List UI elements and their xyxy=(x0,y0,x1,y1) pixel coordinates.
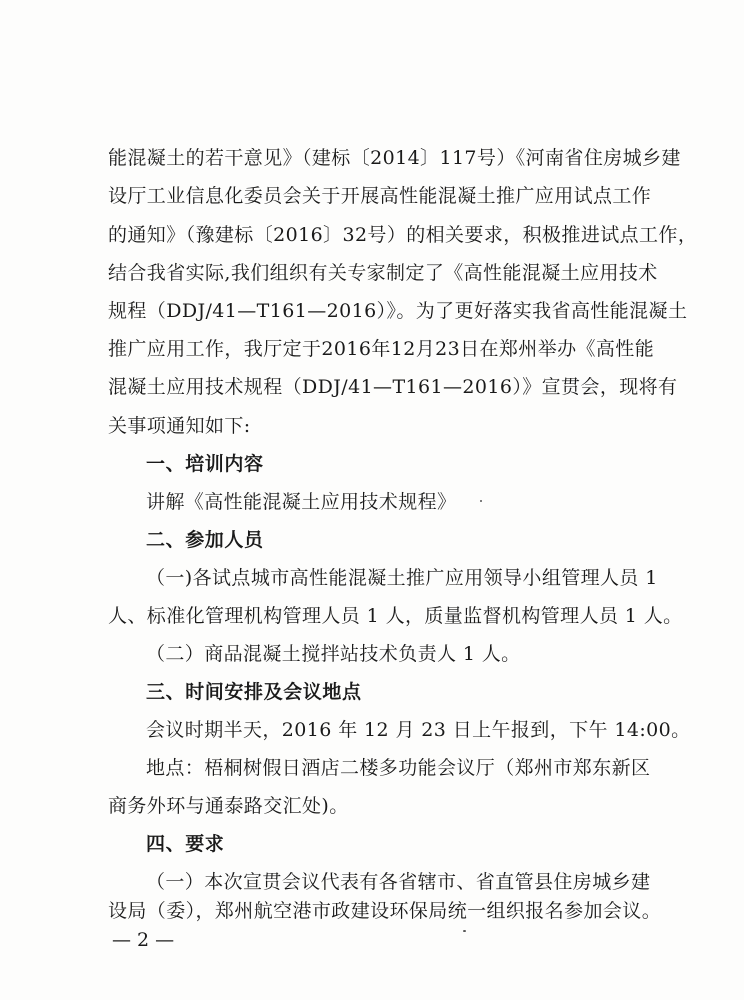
body-line-7: 混凝土应用技术规程（DDJ/41—T161—2016）》宣贯会，现将有 xyxy=(108,376,678,398)
page-number: — 2 — xyxy=(112,929,175,951)
section-4-item-1-line-1: （一）本次宣贯会议代表有各省辖市、省直管县住房城乡建 xyxy=(146,871,651,893)
body-line-2: 设厅工业信息化委员会关于开展高性能混凝土推广应用试点工作 xyxy=(108,185,652,207)
section-2-item-1-line-1: （一)各试点城市高性能混凝土推广应用领导小组管理人员 1 xyxy=(146,567,658,589)
body-line-8: 关事项通知如下: xyxy=(108,415,251,437)
section-1-body: 讲解《高性能混凝土应用技术规程》 xyxy=(146,491,457,513)
body-line-1: 能混凝土的若干意见》（建标〔2014〕117号）《河南省住房城乡建 xyxy=(108,147,681,169)
body-line-5: 规程（DDJ/41—T161—2016）》。为了更好落实我省高性能混凝土 xyxy=(108,300,688,322)
section-3-time: 会议时期半天，2016 年 12 月 23 日上午报到，下午 14:00。 xyxy=(146,719,691,741)
scan-speck xyxy=(480,500,482,502)
section-1-heading: 一、培训内容 xyxy=(146,453,264,475)
section-2-item-2: （二）商品混凝土搅拌站技术负责人 1 人。 xyxy=(146,643,521,665)
section-4-item-1-line-2: 设局（委），郑州航空港市政建设环保局统一组织报名参加会议。 xyxy=(108,900,662,922)
body-line-4: 结合我省实际,我们组织有关专家制定了《高性能混凝土应用技术 xyxy=(108,262,658,284)
section-3-heading: 三、时间安排及会议地点 xyxy=(146,681,362,703)
section-2-item-1-line-2: 人、标准化管理机构管理人员 1 人，质量监督机构管理人员 1 人。 xyxy=(108,605,683,627)
section-3-place-line-1: 地点：梧桐树假日酒店二楼多功能会议厅（郑州市郑东新区 xyxy=(146,757,651,779)
body-line-6: 推广应用工作，我厅定于2016年12月23日在郑州举办《高性能 xyxy=(108,338,655,360)
section-4-heading: 四、要求 xyxy=(146,833,225,855)
section-3-place-line-2: 商务外环与通泰路交汇处)。 xyxy=(108,795,349,817)
section-2-heading: 二、参加人员 xyxy=(146,529,264,551)
scan-speck xyxy=(463,930,466,932)
body-line-3: 的通知》（豫建标〔2016〕32号）的相关要求，积极推进试点工作， xyxy=(108,224,698,246)
